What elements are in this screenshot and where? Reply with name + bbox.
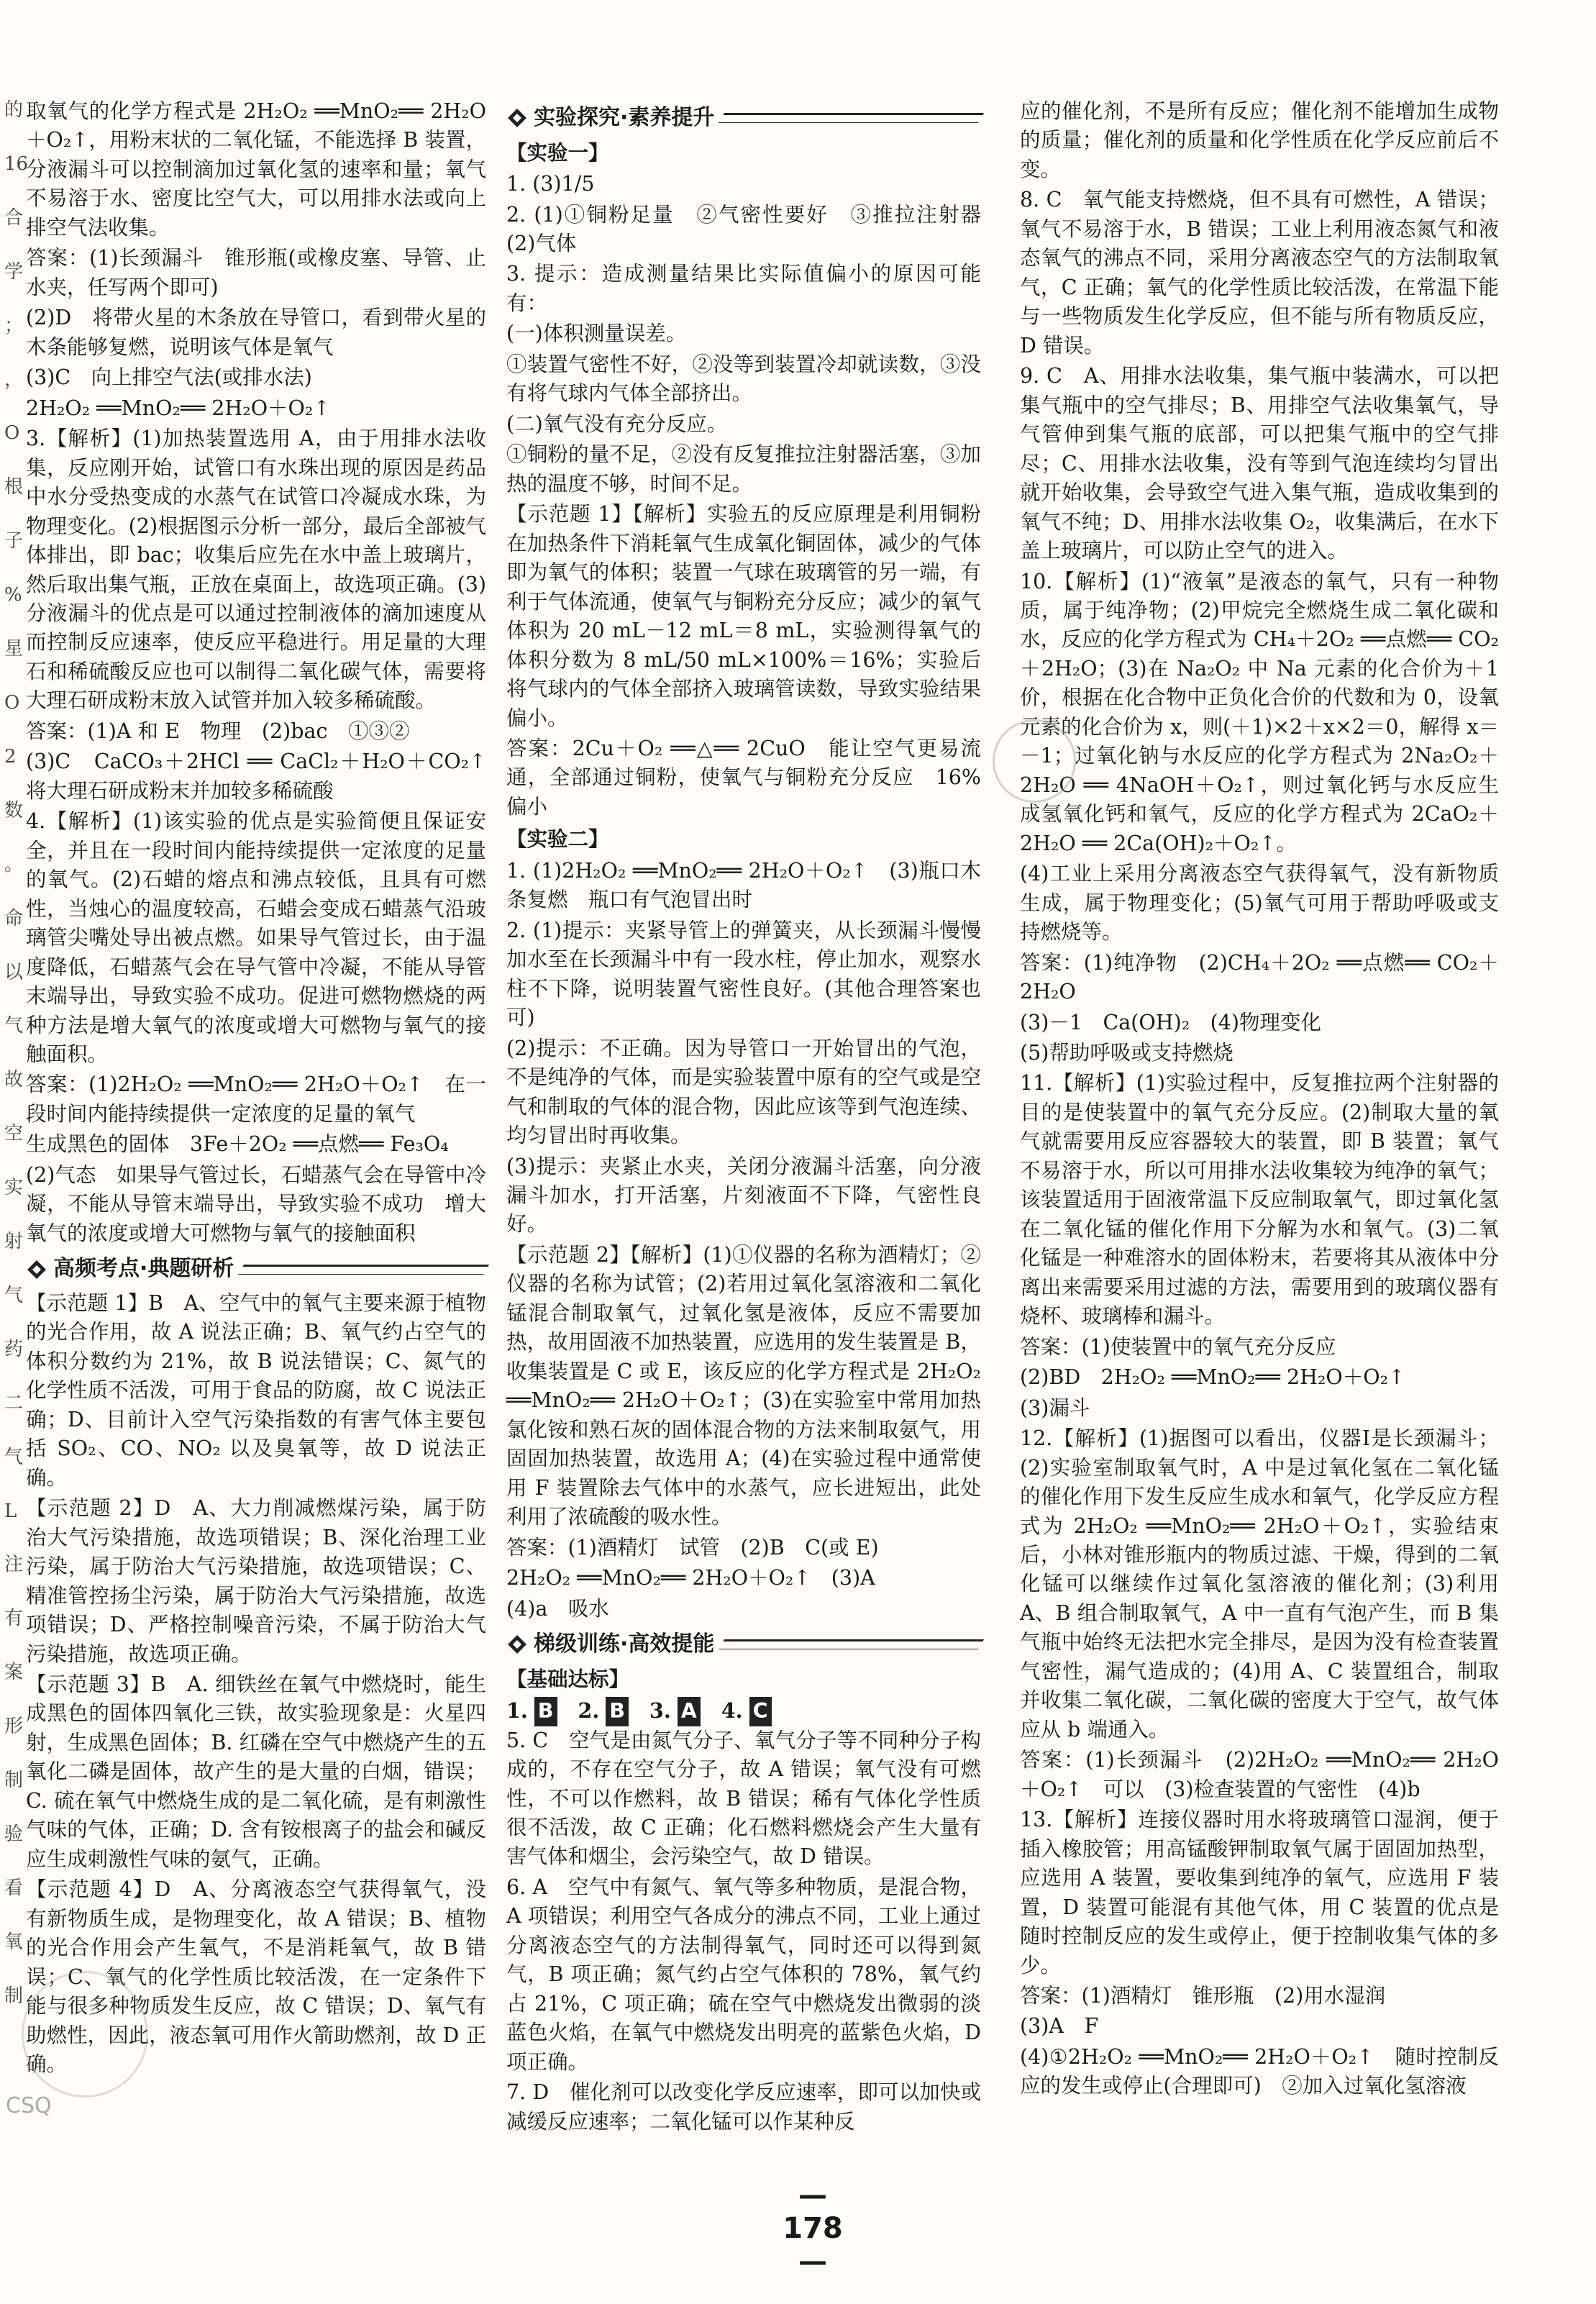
margin-fragment: 制 <box>4 1985 24 2007</box>
exercise-item: 9. C A、用排水法收集，集气瓶中装满水，可以把集气瓶中的空气排尽；B、用排空气法收集氧气，导气管伸到集气瓶的底部，可以把集气瓶中的空气排尽；C、用排水法收集，没有等到气泡连续均匀冒出就开始收集，会导致空气进入集气瓶，造成收集到的氧气不纯；D、用排水法收集 O₂，收集满后，在水下盖上玻璃片，可以防止空气的进入。 <box>1020 364 1499 563</box>
experiment-1-item: 3. 提示：造成测量结果比实际值偏小的原因可能有： <box>506 262 981 315</box>
exercise-item: (4)工业上采用分离液态空气获得氧气，没有新物质生成，属于物理变化；(5)氧气可用于帮助呼吸或支持燃烧等。 <box>1020 862 1499 944</box>
answer-paragraph: 取氧气的化学方程式是 2H₂O₂ ══MnO₂══ 2H₂O＋O₂↑，用粉末状的二氧化锰，不能选择 B 装置，分液漏斗可以控制滴加过氧化氢的速率和量；氧气不易溶于水、密度比空气大，可以用排水法或向上排空气法收集。 <box>26 99 486 240</box>
experiment-1-item: 2. (1)①铜粉足量 ②气密性要好 ③推拉注射器 (2)气体 <box>506 202 1002 255</box>
margin-fragment: 命 <box>4 907 24 929</box>
watermark-seal <box>22 1971 148 2098</box>
diamond-bullet-icon <box>506 107 528 129</box>
section-title: 梯级训练·高效提能 <box>534 1631 715 1657</box>
experiment-1-item: 答案：2Cu＋O₂ ══△══ 2CuO 能让空气更易流通，全部通过铜粉，使氧气与铜粉充分反应 16% 偏小 <box>506 736 1002 819</box>
margin-fragment: 射 <box>4 1231 24 1253</box>
margin-fragment: 子 <box>4 530 24 552</box>
answer-option-badge: B <box>606 1697 629 1726</box>
margin-fragment: 。 <box>4 853 24 875</box>
watermark-seal <box>993 719 1076 803</box>
question-number: 1. <box>506 1698 528 1724</box>
margin-fragment: 制 <box>4 1770 24 1792</box>
answer-paragraph: 答案：(1)2H₂O₂ ══MnO₂══ 2H₂O＋O₂↑ 在一段时间内能持续提供一定浓度的足量的氧气 <box>26 1073 486 1126</box>
answer-paragraph: 答案：(1)A 和 E 物理 (2)bac ①③② <box>26 719 410 743</box>
example-paragraph: 【示范题 3】B A. 细铁丝在氧气中燃烧时，能生成黑色的固体四氧化三铁，故实验现象是：火星四射，生成黑色固体；B. 红磷在空气中燃烧产生的五氧化二磷是固体，故产生的是大量的白烟，错误；C. 硫在氧气中燃烧生成的是二氧化硫，是有刺激性气味的气体，正确；D. 含有铵根离子的盐会和碱反应生成刺激性气味的氨气，正确。 <box>26 1672 486 1871</box>
exercise-item: 7. D 催化剂可以改变化学反应速率，即可以加快或减缓反应速率；二氧化锰可以作某种反 <box>506 2080 981 2134</box>
basic-level-title: 【基础达标】 <box>506 1666 630 1691</box>
exercise-item: (3)A F <box>1020 2014 1099 2039</box>
diamond-bullet-icon <box>26 1259 47 1280</box>
exercise-item: 应的催化剂，不是所有反应；催化剂不能增加生成物的质量；催化剂的质量和化学性质在化学反应前后不变。 <box>1020 99 1499 181</box>
margin-fragment: O <box>4 422 20 445</box>
section-header-high-frequency <box>26 1254 486 1285</box>
margin-fragment: 学 <box>4 260 24 283</box>
exercise-item: 8. C 氧气能支持燃烧，但不具有可燃性，A 错误；氧气不易溶于水，B 错误；工业上利用液态氮气和液态氧气的沸点不同，采用分离液态空气的方法制取氧气，C 正确；氧气的化学性质比较活泼，在常温下能与一些物质发生化学反应，但不能与所有物质反应，D 错误。 <box>1020 188 1499 358</box>
answer-paragraph: 3.【解析】(1)加热装置选用 A，由于用排水法收集，反应刚开始，试管口有水珠出现的原因是药品中水分受热变成的水蒸气在试管口冷凝成水珠，为物理变化。(2)根据图示分析一部分，最后全部被气体排出，即 bac；收集后应先在水中盖上玻璃片，然后取出集气瓶，正放在桌面上，故选项正确。(3)分液漏斗的优点是可以通过控制液体的滴加速度从而控制反应速率，使反应平稳进行。用足量的大理石和稀硫酸反应也可以制得二氧化碳气体，需要将大理石研成粉末放入试管并加入较多稀硫酸。 <box>26 427 486 713</box>
diamond-bullet-icon <box>506 1634 528 1655</box>
experiment-1-item: ①铜粉的量不足，②没有反复推拉注射器活塞，③加热的温度不够，时间不足。 <box>506 442 981 496</box>
section-header-experiment <box>506 103 981 134</box>
quick-answers <box>506 1696 981 1726</box>
answer-paragraph: 2H₂O₂ ══MnO₂══ 2H₂O＋O₂↑ <box>26 396 331 420</box>
answer-option-badge: C <box>749 1697 772 1726</box>
example-paragraph: 【示范题 2】D A、大力削减燃煤污染，属于防治大气污染措施，故选项错误；B、深化治理工业污染，属于防治大气污染措施，故选项错误；C、精准管控扬尘污染，属于防治大气污染措施，故选项错误；D、严格控制噪音污染，不属于防治大气污染措施，故选项正确。 <box>26 1496 486 1666</box>
experiment-2-item: 答案：(1)酒精灯 试管 (2)B C(或 E) <box>506 1535 879 1559</box>
margin-fragment: 气 <box>4 1015 24 1037</box>
exercise-item: 11.【解析】(1)实验过程中，反复推拉两个注射器的目的是使装置中的氧气充分反应。(2)制取大量的氧气就需要用反应容器较大的装置，即 B 装置；氧气不易溶于水，所以可用排水法收集较为纯净的氧气；该装置适用于固液常温下反应制取氧气，即过氧化氢在二氧化锰的催化作用下分解为水和氧气。(3)二氧化锰是一种难溶水的固体粉末，若要将其从液体中分离出来需要采用过滤的方法，需要用到的玻璃仪器有烧杯、玻璃棒和漏斗。 <box>1020 1071 1499 1329</box>
exercise-item: (4)①2H₂O₂ ══MnO₂══ 2H₂O＋O₂↑ 随时控制反应的发生或停止(合理即可) ②加入过氧化氢溶液 <box>1020 2044 1499 2098</box>
margin-fragment: 氧 <box>4 1931 24 1953</box>
margin-fragment: 形 <box>4 1716 24 1738</box>
margin-fragment: 药 <box>4 1338 24 1360</box>
exercise-item: 答案：(1)酒精灯 锥形瓶 (2)用水湿润 <box>1020 1984 1386 2008</box>
section-header-training <box>506 1629 981 1660</box>
margin-fragment: 的 <box>4 99 24 121</box>
page-number: —178— <box>783 2179 843 2278</box>
answer-paragraph: (3)C 向上排空气法(或排水法) <box>26 365 312 390</box>
margin-fragment: L <box>4 1500 17 1522</box>
experiment-1-item: ①装置气密性不好，②没等到装置冷却就读数，③没有将气球内气体全部挤出。 <box>506 352 981 406</box>
experiment-2-title: 【实验二】 <box>506 827 609 852</box>
experiment-2-item: (4)a 吸水 <box>506 1596 609 1621</box>
experiment-1-item: (一)体积测量误差。 <box>506 322 687 346</box>
experiment-1-item: 1. (3)1/5 <box>506 172 595 196</box>
margin-fragment: 气 <box>4 1284 24 1306</box>
experiment-2-item: (3)提示：夹紧止水夹，关闭分液漏斗活塞，向分液漏斗加水，打开活塞，片刻液面不下降，气密性良好。 <box>506 1154 981 1237</box>
exercise-item: 6. A 空气中有氮气、氧气等多种物质，是混合物，A 项错误；利用空气各成分的沸点不同，工业上通过分离液态空气的方法制得氧气，同时还可以得到氮气，B 项正确；氮气约占空气体积的 78%，氧气约占 21%，C 项正确；硫在空气中燃烧发出微弱的淡蓝色火焰，在氧气中燃烧发出明亮的蓝紫色火焰，D 项正确。 <box>506 1875 981 2074</box>
experiment-2-item: 2. (1)提示：夹紧导管上的弹簧夹，从长颈漏斗慢慢加水至在长颈漏斗中有一段水柱，停止加水，观察水柱不下降，说明装置气密性良好。(其他合理答案也可) <box>506 918 981 1030</box>
exercise-item: 12.【解析】(1)据图可以看出，仪器Ⅰ是长颈漏斗；(2)实验室制取氧气时，A 中是过氧化氢在二氧化锰的催化作用下发生反应生成水和氧气，化学反应方程式为 2H₂O₂ ══MnO₂══ 2H₂O＋O₂↑，实验结束后，小林对锥形瓶内的物质过滤、干燥，得到的二氧化锰可以继续作过氧化氢溶液的催化剂；(3)利用 A、B 组合制取氧气，A 中一直有气泡产生，而 B 集气瓶中始终无法把水完全排尽，是因为没有检查装置气密性，漏气造成的；(4)用 A、C 装置组合，制取并收集二氧化碳，二氧化碳的密度大于空气，故气体应从 b 端通入。 <box>1020 1426 1499 1741</box>
margin-fragment: 看 <box>4 1877 24 1899</box>
section-title: 高频考点·典题研析 <box>53 1256 234 1282</box>
quick-answer-item <box>578 1699 631 1723</box>
answer-paragraph: (3)C CaCO₃＋2HCl ══ CaCl₂＋H₂O＋CO₂↑ 将大理石研成粉末并加较多稀硫酸 <box>26 750 507 803</box>
quick-answer-item <box>506 1699 560 1723</box>
margin-fragment: O <box>4 691 20 714</box>
quick-answer-item <box>649 1699 703 1723</box>
exercise-item: 13.【解析】连接仪器时用水将玻璃管口湿润，便于插入橡胶管；用高锰酸钾制取氧气属于固固加热型，应选用 A 装置，要收集到纯净的氧气，应选用 F 装置，D 装置可能混有其他气体，用 C 装置的优点是随时控制反应的发生或停止，便于控制收集气体的多少。 <box>1020 1808 1499 1977</box>
margin-fragment: 空 <box>4 1123 24 1145</box>
watermark-text: CSQ <box>6 2093 52 2118</box>
margin-fragment: 案 <box>4 1662 24 1684</box>
experiment-1-title: 【实验一】 <box>506 140 609 165</box>
answer-paragraph: 生成黑色的固体 3Fe＋2O₂ ══点燃══ Fe₃O₄ <box>26 1132 449 1157</box>
margin-fragment: 16 <box>4 152 29 175</box>
margin-fragment: 二 <box>4 1392 24 1414</box>
exercise-item: (3)漏斗 <box>1020 1395 1090 1420</box>
answer-option-badge: B <box>534 1697 557 1726</box>
column-1 <box>26 97 507 2225</box>
exercise-item: 答案：(1)使装置中的氧气充分反应 <box>1020 1334 1336 1359</box>
exercise-item: 答案：(1)纯净物 (2)CH₄＋2O₂ ══点燃══ CO₂＋2H₂O <box>1020 950 1499 1004</box>
margin-fragment: 注 <box>4 1554 24 1576</box>
experiment-2-item: 1. (1)2H₂O₂ ══MnO₂══ 2H₂O＋O₂↑ (3)瓶口木条复燃 瓶口有气泡冒出时 <box>506 858 981 912</box>
margin-fragment: 2 <box>4 745 17 768</box>
quick-answer-item <box>721 1699 774 1723</box>
experiment-2-item: (2)提示：不正确。因为导管口一开始冒出的气泡，不是纯净的气体，而是实验装置中原有的空气或是空气和制取的气体的混合物，因此应该等到气泡连续、均匀冒出时再收集。 <box>506 1036 981 1148</box>
exercise-item: (2)BD 2H₂O₂ ══MnO₂══ 2H₂O＋O₂↑ <box>1020 1365 1405 1390</box>
example-paragraph: 【示范题 4】D A、分离液态空气获得氧气，没有新物质生成，是物理变化，故 A 错误；B、植物的光合作用会产生氧气，不是消耗氧气，故 B 错误；C、氧气的化学性质比较活泼，在一定条件下能与很多种物质发生反应，故 C 错误；D、氧气有助燃性，因此，液态氧可用作火箭助燃剂，故 D 正确。 <box>26 1877 486 2077</box>
answer-paragraph: 4.【解析】(1)该实验的优点是实验简便且保证安全，并且在一段时间内能持续提供一定浓度的足量的氧气。(2)石蜡的熔点和沸点较低，且具有可燃性，当烛心的温度较高，石蜡会变成石蜡蒸气沿玻璃管尖嘴处导出被点燃。如果导气管过长，由于温度降低，石蜡蒸气会在导气管中冷凝，不能从导管末端导出，导致实验不成功。促进可燃物燃烧的两种方法是增大氧气的浓度或增大可燃物与氧气的接触面积。 <box>26 809 486 1066</box>
answer-paragraph: (2)气态 如果导气管过长，石蜡蒸气会在导管中冷凝，不能从导管末端导出，导致实验不成功 增大氧气的浓度或增大可燃物与氧气的接触面积 <box>26 1162 486 1245</box>
margin-fragment: 气 <box>4 1446 24 1468</box>
margin-fragment: % <box>4 584 22 606</box>
answer-option-badge: A <box>678 1697 701 1726</box>
exercise-item: (3)－1 Ca(OH)₂ (4)物理变化 <box>1020 1010 1322 1034</box>
margin-fragment: ， <box>4 368 24 391</box>
margin-fragment: 故 <box>4 1069 24 1091</box>
margin-fragment: 实 <box>4 1177 24 1199</box>
experiment-1-item: (二)氧气没有充分反应。 <box>506 411 728 436</box>
answer-paragraph: 答案：(1)长颈漏斗 锥形瓶(或橡皮塞、导管、止水夹，任写两个即可) <box>26 246 486 299</box>
exercise-item: (5)帮助呼吸或支持燃烧 <box>1020 1041 1234 1065</box>
column-3 <box>1020 97 1499 2225</box>
margin-fragment: 以 <box>4 961 24 983</box>
answer-paragraph: (2)D 将带火星的木条放在导管口，看到带火星的木条能够复燃，说明该气体是氧气 <box>26 306 486 359</box>
experiment-2-item: 【示范题 2】【解析】(1)①仪器的名称为酒精灯；②仪器的名称为试管；(2)若用过氧化氢溶液和二氧化锰混合制取氧气，过氧化氢是液体，反应不需要加热，故用固液不加热装置，应选用的发生装置是 B，收集装置是 C 或 E，该反应的化学方程式是 2H₂O₂ ══MnO₂══ 2H₂O＋O₂↑；(3)在实验室中常用加热氯化铵和熟石灰的固体混合物的方法来制取氨气，用固固加热装置，故选用 A；(4)在实验过程中通常使用 F 装置除去气体中的水蒸气，应长进短出，此处利用了浓硫酸的吸水性。 <box>506 1242 981 1529</box>
exercise-item: 答案：(1)长颈漏斗 (2)2H₂O₂ ══MnO₂══ 2H₂O＋O₂↑ 可以 (3)检查装置的气密性 (4)b <box>1020 1748 1499 1801</box>
margin-fragment: ； <box>4 314 24 337</box>
margin-fragment: 有 <box>4 1608 24 1630</box>
exercise-item: 5. C 空气是由氮气分子、氧气分子等不同种分子构成的，不存在空气分子，故 A 错误；氧气没有可燃性，不可以作燃料，故 B 错误；稀有气体化学性质很不活泼，故 C 正确；化石燃料燃烧会产生大量有害气体和烟尘，会污染空气，故 D 错误。 <box>506 1728 981 1869</box>
column-2 <box>506 97 1002 2225</box>
experiment-2-item: 2H₂O₂ ══MnO₂══ 2H₂O＋O₂↑ (3)A <box>506 1566 875 1590</box>
exercise-item: 10.【解析】(1)“液氧”是液态的氧气，只有一种物质，属于纯净物；(2)甲烷完全燃烧生成二氧化碳和水，反应的化学方程式为 CH₄＋2O₂ ══点燃══ CO₂＋2H₂O；(3)在 Na₂O₂ 中 Na 元素的化合价为＋1 价，根据在化合物中正负化合价的代数和为 0，设氧元素的化合价为 x，则(＋1)×2＋x×2＝0，解得 x＝－1；过氧化钠与水反应的化学方程式为 2Na₂O₂＋2H₂O ══ 4NaOH＋O₂↑，则过氧化钙与水反应生成氢氧化钙和氧气，反应的化学方程式为 2CaO₂＋2H₂O ══ 2Ca(OH)₂＋O₂↑。 <box>1020 569 1499 855</box>
question-number: 3. <box>649 1698 671 1724</box>
section-title: 实验探究·素养提升 <box>534 105 715 130</box>
margin-fragment: 验 <box>4 1823 24 1845</box>
margin-fragment: 合 <box>4 206 24 229</box>
margin-fragment: 根 <box>4 476 24 498</box>
margin-fragment: 星 <box>4 638 24 660</box>
question-number: 4. <box>721 1698 743 1724</box>
margin-fragment: 数 <box>4 799 24 821</box>
question-number: 2. <box>578 1698 600 1724</box>
example-paragraph: 【示范题 1】B A、空气中的氧气主要来源于植物的光合作用，故 A 说法正确；B、氧气约占空气的体积分数约为 21%，故 B 说法错误；C、氮气的化学性质不活泼，可用于食品的防腐，故 C 说法正确；D、目前计入空气污染指数的有害气体主要包括 SO₂、CO、NO₂ 以及臭氧等，故 D 说法正确。 <box>26 1290 486 1490</box>
experiment-1-item: 【示范题 1】【解析】实验五的反应原理是利用铜粉在加热条件下消耗氧气生成氧化铜固体，减少的气体即为氧气的体积；装置一气球在玻璃管的另一端，有利于气体流通，使氧气与铜粉充分反应；减少的氧气体积为 20 mL－12 mL＝8 mL，实验测得氧气的体积分数为 8 mL/50 mL×100%＝16%；实验后将气球内的气体全部挤入玻璃管读数，导致实验结果偏小。 <box>506 502 981 730</box>
